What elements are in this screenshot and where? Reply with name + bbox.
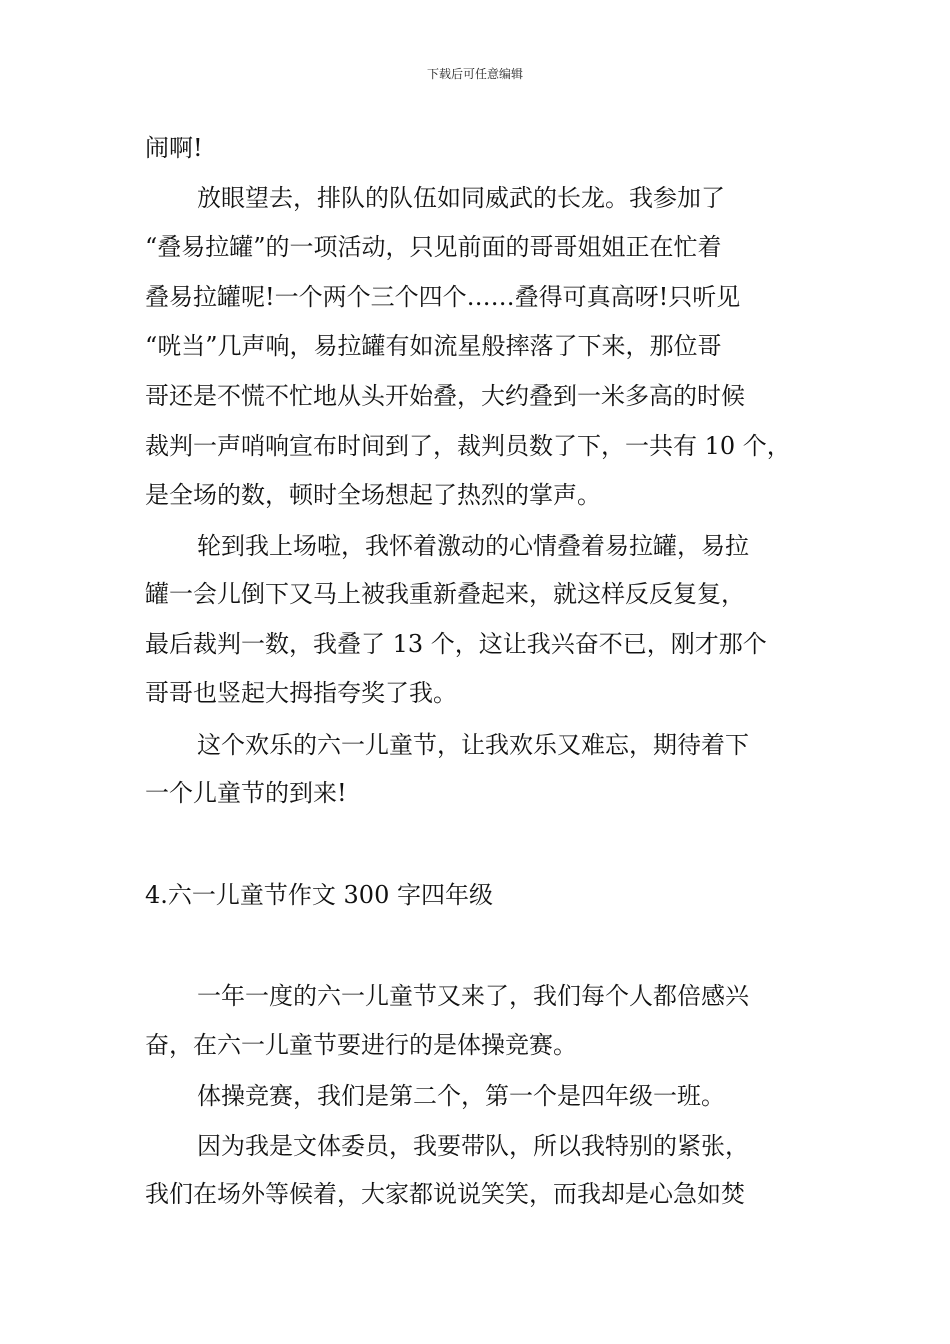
page-header: 下载后可任意编辑 bbox=[426, 67, 523, 81]
text-line: “咣当”几声响，易拉罐有如流星般摔落了下来，那位哥 bbox=[145, 332, 722, 360]
text-line: 闹啊! bbox=[145, 134, 203, 162]
text-line: 裁判一声哨响宣布时间到了，裁判员数了下，一共有 10 个， bbox=[145, 432, 791, 460]
text-line: 一个儿童节的到来! bbox=[145, 779, 347, 807]
text-line: 一年一度的六一儿童节又来了，我们每个人都倍感兴 bbox=[197, 982, 749, 1010]
text-line: 哥还是不慌不忙地从头开始叠，大约叠到一米多高的时候 bbox=[145, 382, 745, 410]
text-line: 是全场的数，顿时全场想起了热烈的掌声。 bbox=[145, 481, 601, 509]
section-heading: 4.六一儿童节作文 300 字四年级 bbox=[145, 881, 493, 909]
text-line: 叠易拉罐呢!一个两个三个四个……叠得可真高呀!只听见 bbox=[145, 283, 741, 311]
text-line: 最后裁判一数，我叠了 13 个，这让我兴奋不已，刚才那个 bbox=[145, 630, 767, 658]
text-line: 罐一会儿倒下又马上被我重新叠起来，就这样反反复复， bbox=[145, 580, 745, 608]
text-line: 体操竞赛，我们是第二个，第一个是四年级一班。 bbox=[197, 1082, 725, 1110]
text-line: 轮到我上场啦，我怀着激动的心情叠着易拉罐，易拉 bbox=[197, 532, 749, 560]
text-line: 因为我是文体委员，我要带队，所以我特别的紧张， bbox=[197, 1132, 749, 1160]
text-line: 这个欢乐的六一儿童节，让我欢乐又难忘，期待着下 bbox=[197, 731, 749, 759]
text-line: 放眼望去，排队的队伍如同威武的长龙。我参加了 bbox=[197, 184, 725, 212]
text-line: 奋，在六一儿童节要进行的是体操竞赛。 bbox=[145, 1031, 577, 1059]
text-line: “叠易拉罐”的一项活动，只见前面的哥哥姐姐正在忙着 bbox=[145, 233, 722, 261]
text-line: 我们在场外等候着，大家都说说笑笑，而我却是心急如焚 bbox=[145, 1180, 745, 1208]
text-line: 哥哥也竖起大拇指夸奖了我。 bbox=[145, 679, 457, 707]
